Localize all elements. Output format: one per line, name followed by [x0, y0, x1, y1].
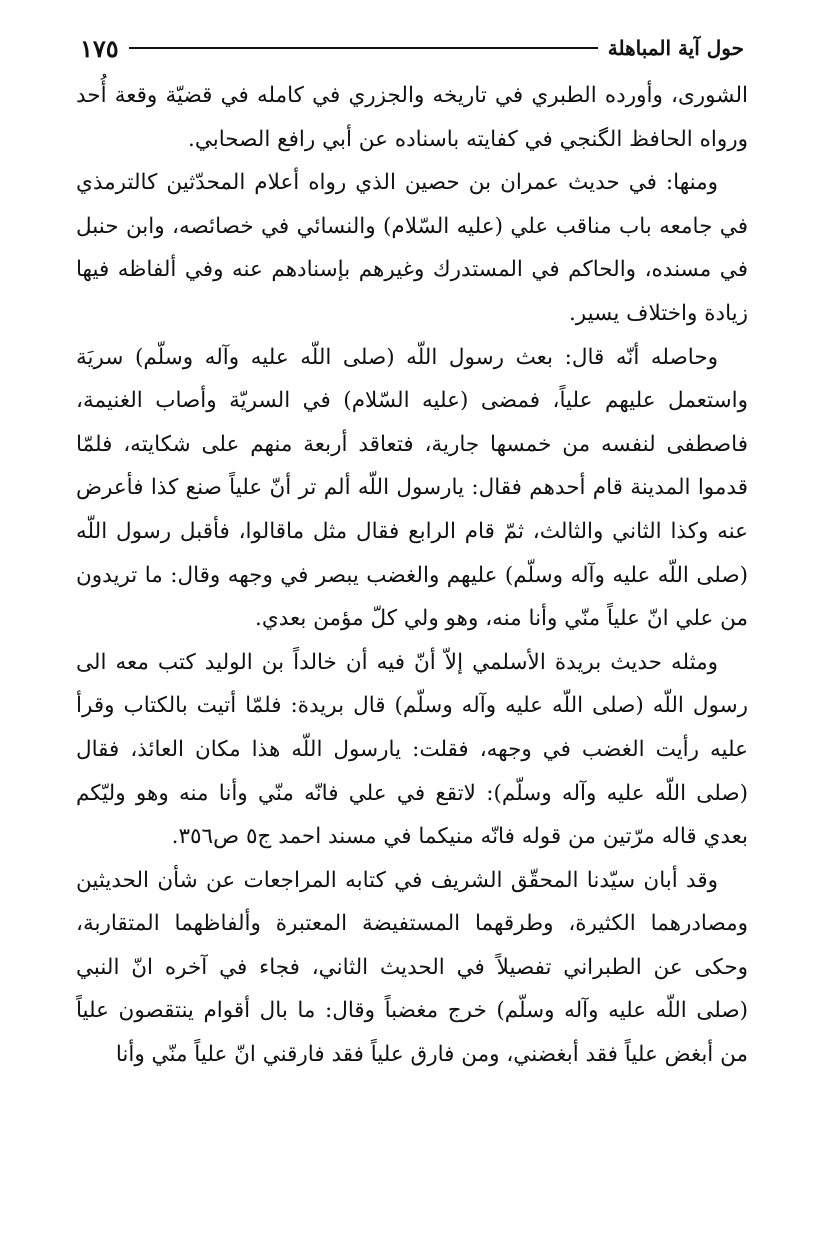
- paragraph: ومثله حديث بريدة الأسلمي إلاّ أنّ فيه أن خالداً بن الوليد كتب معه الى رسول اللّه (صلى اللّه عليه وآله وسلّم) قال بريدة: فلمّا أتيت بالكتاب وقرأ عليه رأيت الغضب في وجهه، فقلت: يارسول اللّه هذا مكان العائذ، فقال (صلى اللّه عليه وآله وسلّم): لاتقع في علي فانّه منّي وأنا منه وهو وليّكم بعدي قاله مرّتين من قوله فانّه منيكما في مسند احمد ج٥ ص٣٥٦.: [76, 649, 748, 850]
- paragraph: وحاصله أنّه قال: بعث رسول اللّه (صلى اللّه عليه وآله وسلّم) سريَة واستعمل عليهم علياً، فمضى (عليه السّلام) في السريّة وأصاب الغنيمة، فاصطفى لنفسه من خمسها جارية، فتعاقد أربعة منهم على شكايته، فلمّا قدموا المدينة قام أحدهم فقال: يارسول اللّه ألم تر أنّ علياً صنع كذا فأعرض عنه وكذا الثاني والثالث، ثمّ قام الرابع فقال مثل ماقالوا، فأقبل رسول اللّه (صلى اللّه عليه وآله وسلّم) عليهم والغضب يبصر في وجهه وقال: ما تريدون من علي انّ علياً منّي وأنا منه، وهو ولي كلّ مؤمن بعدي.: [76, 344, 748, 632]
- page-header: [80, 28, 744, 68]
- running-title: حول آية المباهلة: [607, 36, 744, 60]
- body-text: [76, 74, 748, 1077]
- paragraph: ومنها: في حديث عمران بن حصين الذي رواه أعلام المحدّثين كالترمذي في جامعه باب مناقب علي (عليه السّلام) والنسائي في خصائصه، وابن حنبل في مسنده، والحاكم في المستدرك وغيرهم بإسنادهم عنه وفي ألفاظه فيها زيادة واختلاف يسير.: [76, 170, 748, 326]
- page-number: ١٧٥: [80, 33, 119, 63]
- paragraph: الشورى، وأورده الطبري في تاريخه والجزري في كامله في قضيّة وقعة أُحد ورواه الحافظ الگنجي في كفايته باسناده عن أبي رافع الصحابي.: [76, 83, 748, 152]
- paragraph: وقد أبان سيّدنا المحقّق الشريف في كتابه المراجعات عن شأن الحديثين ومصادرهما الكثيرة، وطرقهما المستفيضة المعتبرة وألفاظهما المتقاربة، وحكى عن الطبراني تفصيلاً في الحديث الثاني، فجاء في آخره انّ النبي (صلى اللّه عليه وآله وسلّم) خرج مغضباً وقال: ما بال أقوام ينتقصون علياً من أبغض علياً فقد أبغضني، ومن فارق علياً فقد فارقني انّ علياً منّي وأنا: [76, 867, 748, 1068]
- header-rule: [129, 47, 598, 49]
